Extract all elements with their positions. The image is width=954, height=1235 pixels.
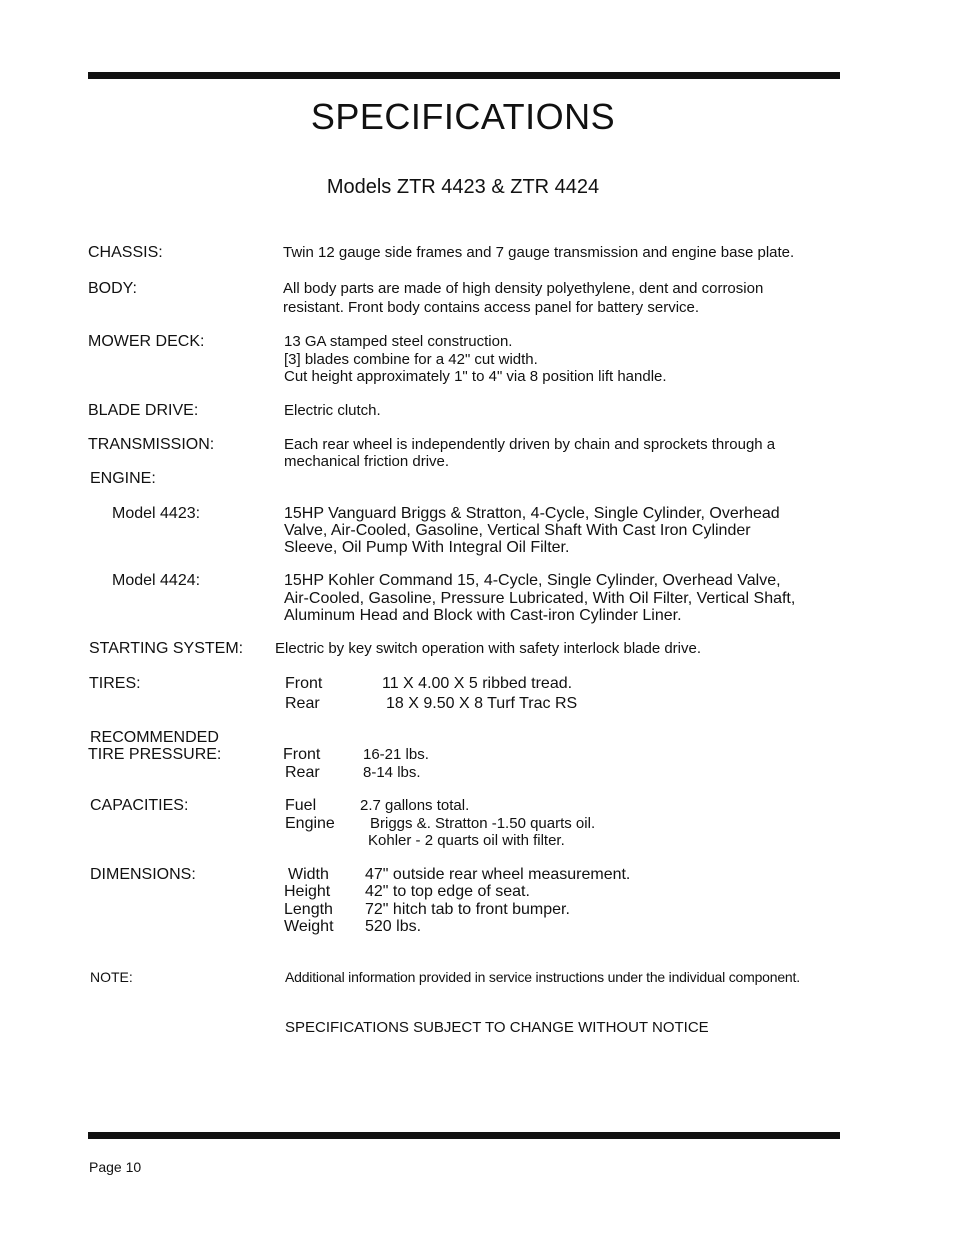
engine-4424-label: Model 4424:: [112, 572, 201, 589]
transmission-line2: mechanical friction drive.: [284, 453, 450, 470]
dimensions-height-value: 42" to top edge of seat.: [365, 883, 530, 900]
tires-front-label: Front: [285, 675, 323, 692]
bottom-rule: [88, 1132, 840, 1139]
capacities-fuel-value: 2.7 gallons total.: [360, 797, 470, 814]
capacities-engine-value2: Kohler - 2 quarts oil with filter.: [368, 832, 565, 849]
note-value: Additional information provided in service instructions under the individual component.: [285, 969, 800, 985]
pressure-front-label: Front: [283, 746, 321, 763]
dimensions-weight-value: 520 lbs.: [365, 918, 422, 935]
pressure-label-line2: TIRE PRESSURE:: [88, 746, 222, 763]
chassis-label: CHASSIS:: [88, 244, 163, 261]
engine-4423-line2: Valve, Air-Cooled, Gasoline, Vertical Shaft With Cast Iron Cylinder: [284, 522, 751, 539]
engine-4423-label: Model 4423:: [112, 505, 201, 522]
tires-label: TIRES:: [89, 675, 141, 692]
dimensions-length-label: Length: [284, 901, 333, 918]
engine-4424-line1: 15HP Kohler Command 15, 4-Cycle, Single Cylinder, Overhead Valve,: [284, 572, 781, 589]
tires-front-value: 11 X 4.00 X 5 ribbed tread.: [382, 675, 573, 692]
body-value-line1: All body parts are made of high density polyethylene, dent and corrosion: [283, 280, 764, 297]
transmission-line1: Each rear wheel is independently driven by chain and sprockets through a: [284, 436, 776, 453]
blade-drive-label: BLADE DRIVE:: [88, 402, 199, 419]
body-value-line2: resistant. Front body contains access panel for battery service.: [283, 299, 700, 316]
transmission-label: TRANSMISSION:: [88, 436, 215, 453]
engine-label: ENGINE:: [90, 470, 156, 487]
engine-4423-line3: Sleeve, Oil Pump With Integral Oil Filter.: [284, 539, 570, 556]
disclaimer: SPECIFICATIONS SUBJECT TO CHANGE WITHOUT NOTICE: [285, 1019, 709, 1036]
note-label: NOTE:: [90, 969, 133, 985]
engine-4423-line1: 15HP Vanguard Briggs & Stratton, 4-Cycle, Single Cylinder, Overhead: [284, 505, 780, 522]
page-subtitle: Models ZTR 4423 & ZTR 4424: [326, 176, 600, 198]
pressure-label-line1: RECOMMENDED: [90, 729, 219, 746]
dimensions-width-label: Width: [288, 866, 329, 883]
pressure-rear-label: Rear: [285, 764, 320, 781]
tires-rear-value: 18 X 9.50 X 8 Turf Trac RS: [386, 695, 578, 712]
top-rule: [88, 72, 840, 79]
dimensions-width-value: 47" outside rear wheel measurement.: [365, 866, 631, 883]
mower-deck-line2: [3] blades combine for a 42" cut width.: [284, 351, 538, 368]
starting-system-value: Electric by key switch operation with safety interlock blade drive.: [275, 640, 702, 657]
chassis-value: Twin 12 gauge side frames and 7 gauge transmission and engine base plate.: [283, 244, 795, 261]
page-number: Page 10: [89, 1159, 142, 1175]
capacities-engine-value1: Briggs &. Stratton -1.50 quarts oil.: [370, 815, 596, 832]
page-title: SPECIFICATIONS: [310, 96, 616, 137]
engine-4424-line3: Aluminum Head and Block with Cast-iron Cylinder Liner.: [284, 607, 682, 624]
mower-deck-line3: Cut height approximately 1" to 4" via 8 position lift handle.: [284, 368, 667, 385]
mower-deck-line1: 13 GA stamped steel construction.: [284, 333, 513, 350]
tires-rear-label: Rear: [285, 695, 320, 712]
dimensions-weight-label: Weight: [284, 918, 334, 935]
mower-deck-label: MOWER DECK:: [88, 333, 205, 350]
dimensions-label: DIMENSIONS:: [90, 866, 196, 883]
pressure-rear-value: 8-14 lbs.: [363, 764, 421, 781]
starting-system-label: STARTING SYSTEM:: [89, 640, 244, 657]
engine-4424-line2: Air-Cooled, Gasoline, Pressure Lubricated, With Oil Filter, Vertical Shaft,: [284, 590, 796, 607]
body-label: BODY:: [88, 280, 137, 297]
capacities-label: CAPACITIES:: [90, 797, 189, 814]
dimensions-length-value: 72" hitch tab to front bumper.: [365, 901, 570, 918]
dimensions-height-label: Height: [284, 883, 331, 900]
blade-drive-value: Electric clutch.: [284, 402, 381, 419]
capacities-engine-label: Engine: [285, 815, 335, 832]
pressure-front-value: 16-21 lbs.: [363, 746, 429, 763]
capacities-fuel-label: Fuel: [285, 797, 317, 814]
